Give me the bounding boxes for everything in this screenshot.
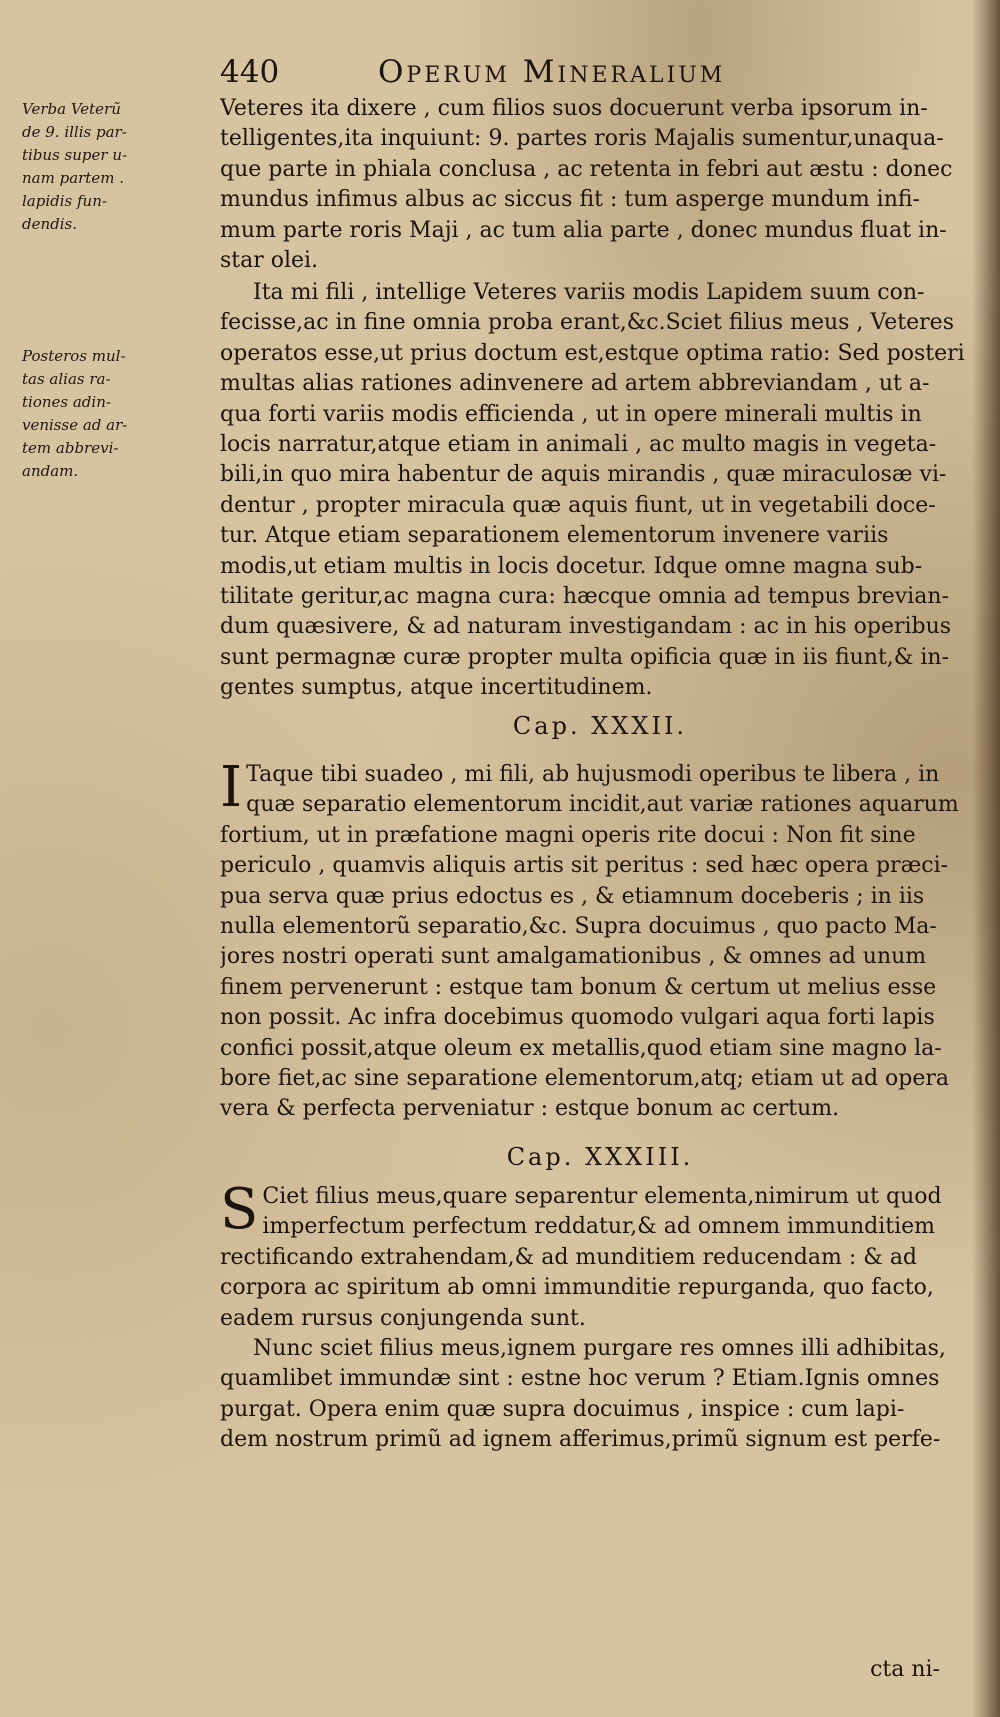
- text-line: mundus infimus albus ac siccus fit : tum asperge mundum infi-: [220, 187, 920, 213]
- text-line: pua serva quæ prius edoctus es , & etiamnum doceberis ; in iis: [220, 883, 925, 909]
- margin-note-line: tas alias ra-: [22, 370, 111, 388]
- text-line: sunt permagnæ curæ propter multa opificia quæ in iis fiunt,& in-: [220, 644, 950, 670]
- text-line: dum quæsivere, & ad naturam investigandam : ac in his operibus: [220, 614, 952, 640]
- text-line: confici possit,atque oleum ex metallis,quod etiam sine magno la-: [220, 1035, 942, 1061]
- text-line: quamlibet immundæ sint : estne hoc verum ? Etiam.Ignis omnes: [220, 1366, 940, 1392]
- margin-note-line: tiones adin-: [22, 393, 111, 411]
- text-line: Veteres ita dixere , cum filios suos docuerunt verba ipsorum in-: [220, 96, 928, 121]
- margin-note-verba-veterum: [22, 98, 212, 236]
- paragraph-veteres: [220, 94, 980, 276]
- drop-cap: S: [220, 1177, 259, 1242]
- text-line: jores nostri operati sunt amalgamationibus , & omnes ad unum: [220, 944, 927, 970]
- text-line: modis,ut etiam multis in locis docetur. Idque omne magna sub-: [220, 553, 923, 579]
- text-line: corpora ac spiritum ab omni immunditie repurganda, quo facto,: [220, 1275, 934, 1301]
- text-line: dem nostrum primũ ad ignem afferimus,primũ signum est perfe-: [220, 1427, 941, 1453]
- text-line: Taque tibi suadeo , mi fili, ab hujusmodi operibus te libera , in: [246, 762, 940, 787]
- catchword: cta ni-: [870, 1657, 940, 1682]
- text-line: gentes sumptus, atque incertitudinem.: [220, 675, 653, 701]
- text-line: Ita mi fili , intellige Veteres variis modis Lapidem suum con-: [253, 280, 925, 305]
- text-line: fecisse,ac in fine omnia proba erant,&c.Sciet filius meus , Veteres: [220, 310, 954, 336]
- text-line: fortium, ut in præfatione magni operis rite docui : Non fit sine: [220, 822, 916, 848]
- text-line: multas alias rationes adinvenere ad artem abbreviandam , ut a-: [220, 371, 930, 397]
- paragraph-ita-mi-fili: [220, 278, 980, 704]
- text-line: eadem rursus conjungenda sunt.: [220, 1305, 586, 1331]
- text-line: purgat. Opera enim quæ supra docuimus , inspice : cum lapi-: [220, 1396, 905, 1422]
- text-line: imperfectum perfectum reddatur,& ad omnem immunditiem: [262, 1214, 936, 1240]
- margin-note-line: Verba Veterũ: [22, 100, 121, 118]
- text-line: star olei.: [220, 248, 319, 274]
- margin-note-line: dendis.: [22, 215, 78, 233]
- text-line: quæ separatio elementorum incidit,aut variæ rationes aquarum: [246, 792, 959, 818]
- margin-note-line: tibus super u-: [22, 146, 128, 164]
- text-line: locis narratur,atque etiam in animali , ac multo magis in vegeta-: [220, 432, 937, 458]
- drop-cap: I: [220, 755, 243, 820]
- text-line: tur. Atque etiam separationem elementorum invenere variis: [220, 523, 889, 549]
- chapter-heading-xxxiii: Cap. XXXIII.: [506, 1143, 694, 1171]
- page-number: 440: [220, 54, 280, 90]
- text-line: finem pervenerunt : estque tam bonum & certum ut melius esse: [220, 974, 937, 1000]
- margin-note-line: tem abbrevi-: [22, 439, 119, 457]
- text-line: rectificando extrahendam,& ad munditiem reducendam : & ad: [220, 1244, 918, 1270]
- margin-note-line: nam partem .: [22, 169, 124, 187]
- margin-note-line: andam.: [22, 462, 79, 480]
- text-line: periculo , quamvis aliquis artis sit peritus : sed hæc opera præci-: [220, 853, 949, 879]
- margin-note-line: de 9. illis par-: [22, 123, 127, 141]
- margin-note-line: venisse ad ar-: [22, 416, 128, 434]
- text-line: mum parte roris Maji , ac tum alia parte , donec mundus fluat in-: [220, 217, 947, 243]
- chapter-heading-xxxii: Cap. XXXII.: [512, 712, 688, 740]
- margin-note-posteros: [22, 345, 212, 483]
- text-line: bili,in quo mira habentur de aquis mirandis , quæ miraculosæ vi-: [220, 462, 947, 488]
- chapter-body-xxxiii: [220, 1177, 980, 1456]
- text-line: nulla elementorũ separatio,&c. Supra docuimus , quo pacto Ma-: [220, 914, 937, 940]
- running-title: Operum Mineralium: [378, 54, 726, 90]
- text-line: non possit. Ac infra docebimus quomodo vulgari aqua forti lapis: [220, 1005, 935, 1031]
- text-line: vera & perfecta perveniatur : estque bonum ac certum.: [220, 1096, 840, 1122]
- text-line: dentur , propter miracula quæ aquis fiunt, ut in vegetabili doce-: [220, 492, 936, 518]
- text-line: qua forti variis modis efficienda , ut in opere minerali multis in: [220, 401, 922, 427]
- text-line: que parte in phiala conclusa , ac retenta in febri aut æstu : donec: [220, 156, 953, 182]
- running-header: [220, 52, 840, 92]
- margin-note-line: Posteros mul-: [22, 347, 126, 365]
- text-line: tilitate geritur,ac magna cura: hæcque omnia ad tempus brevian-: [220, 584, 949, 610]
- text-line: operatos esse,ut prius doctum est,estque optima ratio: Sed posteri: [220, 340, 965, 366]
- text-line: Ciet filius meus,quare separentur elementa,nimirum ut quod: [262, 1184, 942, 1209]
- text-line: Nunc sciet filius meus,ignem purgare res omnes illi adhibitas,: [253, 1336, 946, 1362]
- chapter-body-xxxii: [220, 755, 980, 1125]
- text-line: bore fiet,ac sine separatione elementorum,atq; etiam ut ad opera: [220, 1066, 950, 1092]
- text-line: telligentes,ita inquiunt: 9. partes roris Majalis sumentur,unaqua-: [220, 126, 944, 152]
- margin-note-line: lapidis fun-: [22, 192, 107, 210]
